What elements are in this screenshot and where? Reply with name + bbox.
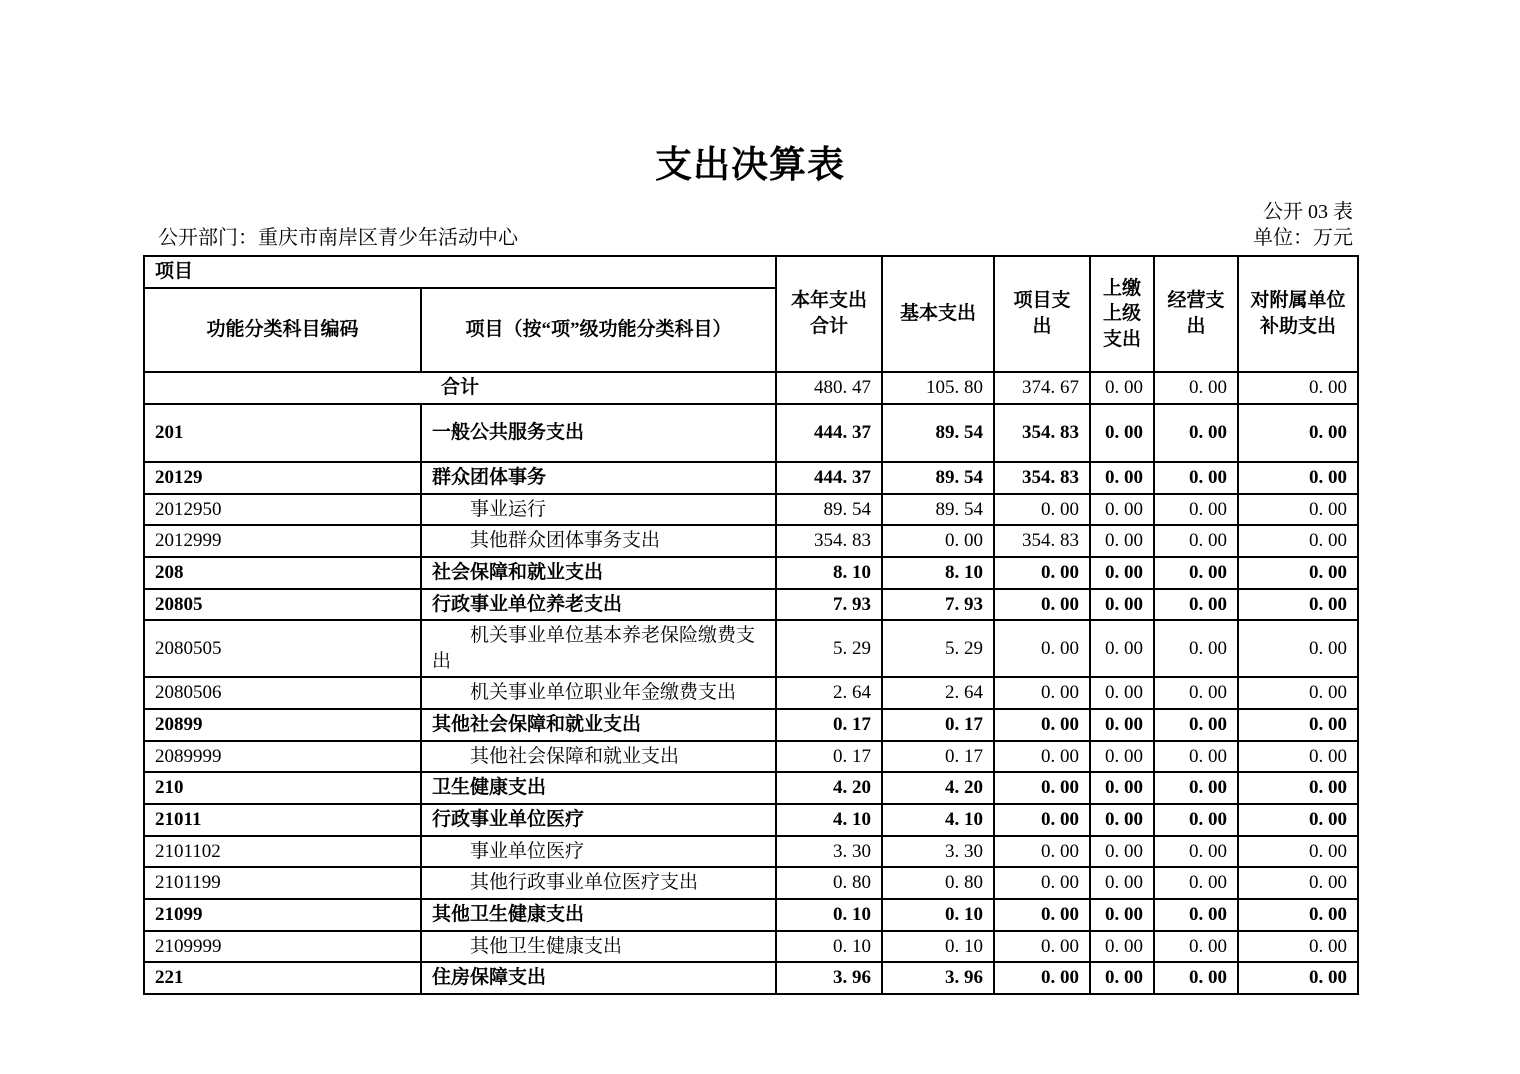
total-label: 合计 — [144, 372, 776, 404]
total-value-cell: 0. 00 — [1154, 372, 1238, 404]
value-cell: 0. 00 — [1154, 404, 1238, 462]
value-cell: 0. 00 — [1238, 931, 1358, 963]
department-label: 公开部门：重庆市南岸区青少年活动中心 — [158, 227, 518, 249]
function-code-cell: 2109999 — [144, 931, 421, 963]
table-row — [144, 836, 1358, 868]
value-cell: 0. 00 — [1154, 557, 1238, 589]
item-name-cell: 其他行政事业单位医疗支出 — [421, 867, 776, 899]
table-row — [144, 804, 1358, 836]
value-cell: 0. 10 — [882, 899, 994, 931]
function-code-cell: 20899 — [144, 709, 421, 741]
function-code-cell: 208 — [144, 557, 421, 589]
function-code-cell: 2101199 — [144, 867, 421, 899]
value-cell: 0. 17 — [882, 741, 994, 773]
value-cell: 7. 93 — [882, 589, 994, 621]
value-cell: 4. 10 — [882, 804, 994, 836]
value-cell: 4. 20 — [776, 772, 882, 804]
value-cell: 0. 00 — [1238, 709, 1358, 741]
table-code-label: 公开 03 表 — [1263, 201, 1353, 223]
value-cell: 5. 29 — [882, 620, 994, 677]
value-cell: 0. 00 — [1154, 677, 1238, 709]
value-cell: 8. 10 — [882, 557, 994, 589]
header-col-upward-remittance: 上缴上级支出 — [1090, 256, 1154, 372]
value-cell: 0. 00 — [1090, 836, 1154, 868]
function-code-cell: 20129 — [144, 462, 421, 494]
function-code-cell: 221 — [144, 962, 421, 994]
value-cell: 0. 00 — [994, 836, 1090, 868]
function-code-cell: 2012999 — [144, 525, 421, 557]
value-cell: 3. 96 — [776, 962, 882, 994]
header-group-label: 项目 — [144, 256, 776, 288]
table-row — [144, 867, 1358, 899]
table-row — [144, 462, 1358, 494]
value-cell: 0. 00 — [1154, 804, 1238, 836]
value-cell: 0. 00 — [994, 804, 1090, 836]
value-cell: 0. 17 — [776, 709, 882, 741]
value-cell: 0. 00 — [1238, 677, 1358, 709]
item-name-cell: 其他社会保障和就业支出 — [421, 741, 776, 773]
table-row — [144, 494, 1358, 526]
table-row — [144, 931, 1358, 963]
value-cell: 0. 10 — [776, 899, 882, 931]
value-cell: 3. 30 — [776, 836, 882, 868]
value-cell: 0. 10 — [882, 931, 994, 963]
item-name-cell: 一般公共服务支出 — [421, 404, 776, 462]
item-name-cell: 住房保障支出 — [421, 962, 776, 994]
table-row — [144, 772, 1358, 804]
value-cell: 0. 00 — [1090, 677, 1154, 709]
value-cell: 0. 00 — [994, 741, 1090, 773]
table-row — [144, 899, 1358, 931]
value-cell: 0. 00 — [1090, 709, 1154, 741]
table-row — [144, 741, 1358, 773]
value-cell: 0. 00 — [1154, 462, 1238, 494]
item-name-cell: 其他卫生健康支出 — [421, 931, 776, 963]
function-code-cell: 20805 — [144, 589, 421, 621]
header-col-item-name: 项目（按“项”级功能分类科目） — [421, 288, 776, 372]
total-row — [144, 372, 1358, 404]
value-cell: 0. 00 — [994, 931, 1090, 963]
value-cell: 0. 00 — [994, 709, 1090, 741]
total-value-cell: 374. 67 — [994, 372, 1090, 404]
item-name-cell: 群众团体事务 — [421, 462, 776, 494]
item-name-cell: 机关事业单位职业年金缴费支出 — [421, 677, 776, 709]
table-row — [144, 620, 1358, 677]
value-cell: 0. 00 — [994, 494, 1090, 526]
item-name-cell: 行政事业单位养老支出 — [421, 589, 776, 621]
table-row — [144, 525, 1358, 557]
value-cell: 0. 00 — [1090, 589, 1154, 621]
item-name-cell: 事业运行 — [421, 494, 776, 526]
value-cell: 0. 00 — [994, 772, 1090, 804]
value-cell: 0. 00 — [1238, 525, 1358, 557]
value-cell: 89. 54 — [776, 494, 882, 526]
value-cell: 0. 00 — [994, 677, 1090, 709]
expenditure-table — [143, 255, 1359, 995]
value-cell: 0. 00 — [1154, 620, 1238, 677]
header-col-basic-expenditure: 基本支出 — [882, 256, 994, 372]
value-cell: 0. 00 — [1154, 931, 1238, 963]
value-cell: 0. 00 — [1238, 620, 1358, 677]
value-cell: 0. 17 — [882, 709, 994, 741]
value-cell: 0. 17 — [776, 741, 882, 773]
value-cell: 0. 00 — [1090, 741, 1154, 773]
item-name-cell: 事业单位医疗 — [421, 836, 776, 868]
header-col-subsidy-to-subordinates: 对附属单位补助支出 — [1238, 256, 1358, 372]
value-cell: 0. 00 — [1090, 772, 1154, 804]
value-cell: 4. 20 — [882, 772, 994, 804]
value-cell: 0. 00 — [882, 525, 994, 557]
function-code-cell: 2080505 — [144, 620, 421, 677]
value-cell: 0. 00 — [1154, 494, 1238, 526]
value-cell: 0. 00 — [1090, 620, 1154, 677]
value-cell: 89. 54 — [882, 494, 994, 526]
value-cell: 0. 80 — [776, 867, 882, 899]
function-code-cell: 2012950 — [144, 494, 421, 526]
value-cell: 0. 00 — [1238, 462, 1358, 494]
unit-label: 单位：万元 — [1253, 227, 1353, 249]
value-cell: 444. 37 — [776, 404, 882, 462]
value-cell: 0. 00 — [994, 962, 1090, 994]
function-code-cell: 210 — [144, 772, 421, 804]
value-cell: 0. 00 — [1154, 525, 1238, 557]
value-cell: 0. 00 — [1238, 899, 1358, 931]
value-cell: 2. 64 — [776, 677, 882, 709]
value-cell: 354. 83 — [776, 525, 882, 557]
value-cell: 7. 93 — [776, 589, 882, 621]
value-cell: 0. 00 — [994, 867, 1090, 899]
value-cell: 0. 00 — [1154, 772, 1238, 804]
meta-row — [143, 226, 1357, 250]
value-cell: 0. 00 — [1154, 962, 1238, 994]
value-cell: 89. 54 — [882, 404, 994, 462]
value-cell: 0. 00 — [1090, 931, 1154, 963]
value-cell: 354. 83 — [994, 404, 1090, 462]
value-cell: 0. 00 — [1090, 525, 1154, 557]
table-row — [144, 709, 1358, 741]
value-cell: 354. 83 — [994, 462, 1090, 494]
value-cell: 0. 00 — [1090, 962, 1154, 994]
table-row — [144, 677, 1358, 709]
header-col-function-code: 功能分类科目编码 — [144, 288, 421, 372]
header-col-operating-expenditure: 经营支出 — [1154, 256, 1238, 372]
item-name-cell: 机关事业单位基本养老保险缴费支出 — [421, 620, 776, 677]
table-row — [144, 557, 1358, 589]
header-col-project-expenditure: 项目支出 — [994, 256, 1090, 372]
value-cell: 0. 00 — [1238, 804, 1358, 836]
function-code-cell: 2089999 — [144, 741, 421, 773]
value-cell: 0. 00 — [1090, 404, 1154, 462]
value-cell: 0. 00 — [1090, 867, 1154, 899]
function-code-cell: 201 — [144, 404, 421, 462]
item-name-cell: 卫生健康支出 — [421, 772, 776, 804]
table-row — [144, 962, 1358, 994]
value-cell: 354. 83 — [994, 525, 1090, 557]
table-row — [144, 404, 1358, 462]
value-cell: 0. 00 — [1154, 899, 1238, 931]
function-code-cell: 21011 — [144, 804, 421, 836]
value-cell: 0. 10 — [776, 931, 882, 963]
total-value-cell: 0. 00 — [1090, 372, 1154, 404]
value-cell: 0. 00 — [1238, 494, 1358, 526]
value-cell: 0. 00 — [994, 589, 1090, 621]
item-name-cell: 行政事业单位医疗 — [421, 804, 776, 836]
value-cell: 0. 00 — [1090, 899, 1154, 931]
item-name-cell: 其他卫生健康支出 — [421, 899, 776, 931]
value-cell: 8. 10 — [776, 557, 882, 589]
value-cell: 444. 37 — [776, 462, 882, 494]
value-cell: 3. 96 — [882, 962, 994, 994]
value-cell: 0. 00 — [1238, 741, 1358, 773]
table-row — [144, 589, 1358, 621]
total-value-cell: 0. 00 — [1238, 372, 1358, 404]
value-cell: 0. 00 — [1090, 462, 1154, 494]
header-row-group — [144, 256, 1358, 288]
value-cell: 0. 00 — [994, 620, 1090, 677]
table-body — [144, 372, 1358, 994]
item-name-cell: 社会保障和就业支出 — [421, 557, 776, 589]
page-title: 支出决算表 — [655, 144, 845, 185]
value-cell: 0. 00 — [1154, 741, 1238, 773]
value-cell: 4. 10 — [776, 804, 882, 836]
value-cell: 3. 30 — [882, 836, 994, 868]
value-cell: 0. 00 — [1238, 836, 1358, 868]
total-value-cell: 480. 47 — [776, 372, 882, 404]
value-cell: 0. 00 — [1090, 804, 1154, 836]
value-cell: 5. 29 — [776, 620, 882, 677]
value-cell: 0. 80 — [882, 867, 994, 899]
total-value-cell: 105. 80 — [882, 372, 994, 404]
value-cell: 0. 00 — [1238, 404, 1358, 462]
function-code-cell: 21099 — [144, 899, 421, 931]
value-cell: 0. 00 — [1238, 589, 1358, 621]
value-cell: 0. 00 — [1154, 589, 1238, 621]
value-cell: 0. 00 — [1090, 557, 1154, 589]
value-cell: 0. 00 — [1238, 962, 1358, 994]
value-cell: 0. 00 — [1238, 557, 1358, 589]
value-cell: 0. 00 — [1154, 836, 1238, 868]
value-cell: 0. 00 — [1090, 494, 1154, 526]
item-name-cell: 其他群众团体事务支出 — [421, 525, 776, 557]
value-cell: 0. 00 — [1238, 772, 1358, 804]
value-cell: 0. 00 — [1238, 867, 1358, 899]
function-code-cell: 2101102 — [144, 836, 421, 868]
value-cell: 0. 00 — [994, 899, 1090, 931]
value-cell: 89. 54 — [882, 462, 994, 494]
document-page — [143, 0, 1357, 995]
header-col-total-expenditure: 本年支出合计 — [776, 256, 882, 372]
value-cell: 0. 00 — [1154, 867, 1238, 899]
value-cell: 2. 64 — [882, 677, 994, 709]
item-name-cell: 其他社会保障和就业支出 — [421, 709, 776, 741]
value-cell: 0. 00 — [1154, 709, 1238, 741]
value-cell: 0. 00 — [994, 557, 1090, 589]
function-code-cell: 2080506 — [144, 677, 421, 709]
